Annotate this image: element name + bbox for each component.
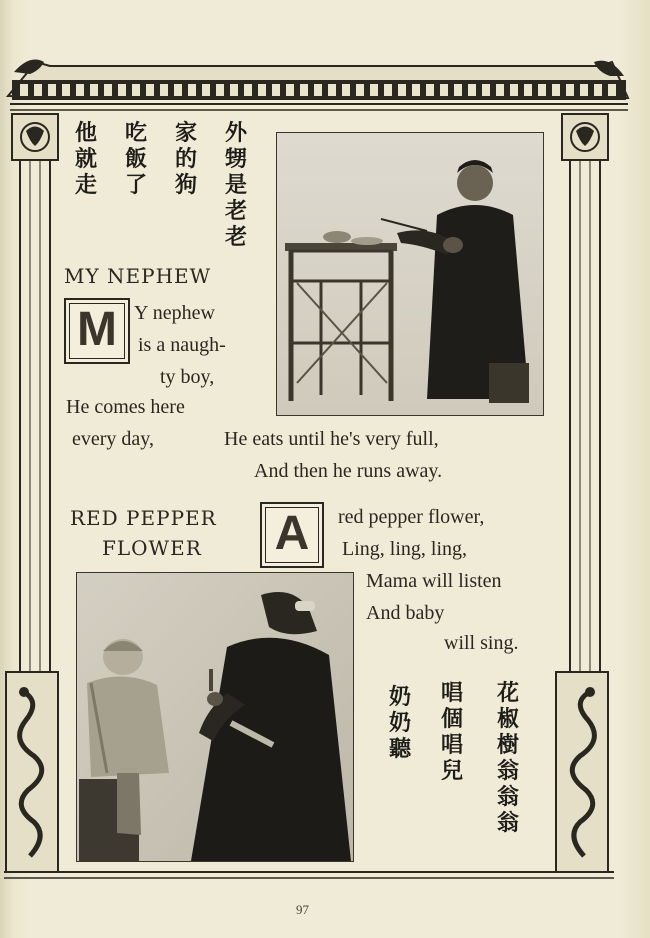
photo-man-eating (276, 132, 544, 416)
chinese-column: 家的狗 (174, 120, 197, 198)
chinese-column: 花椒樹翁翁翁 (496, 680, 519, 836)
poem-heading-red-pepper: RED PEPPER (70, 506, 217, 530)
poem-line: is a naugh- (138, 334, 226, 356)
left-pillar (6, 114, 58, 872)
dropcap-letter: M (77, 303, 117, 356)
poem-heading-flower: FLOWER (102, 536, 202, 560)
chinese-column: 吃飯了 (124, 120, 147, 198)
poem-line: He eats until he's very full, (224, 428, 439, 450)
chinese-column: 奶奶聽 (388, 684, 411, 762)
dropcap-a (260, 502, 324, 568)
chinese-column: 他就走 (74, 120, 97, 198)
dropcap-letter: A (274, 507, 310, 560)
photo-woman-and-child (76, 572, 354, 862)
dropcap-m (64, 298, 130, 364)
right-pillar (556, 114, 608, 872)
poem-line: red pepper flower, (338, 506, 485, 528)
poem-line: ty boy, (160, 366, 215, 388)
poem-line: He comes here (66, 396, 185, 418)
poem-line: And baby (366, 602, 445, 624)
poem-line: Y nephew (134, 302, 215, 324)
chinese-column: 外甥是老老 (224, 120, 247, 250)
poem-line: Mama will listen (366, 570, 502, 592)
page-number: 97 (296, 902, 309, 917)
poem-line: will sing. (444, 632, 519, 654)
chinese-column: 唱個唱兒 (440, 680, 463, 784)
poem-line: And then he runs away. (254, 460, 443, 482)
poem-line: Ling, ling, ling, (342, 538, 467, 560)
poem-heading-my-nephew: MY NEPHEW (64, 264, 212, 288)
poem-line: every day, (72, 428, 154, 450)
